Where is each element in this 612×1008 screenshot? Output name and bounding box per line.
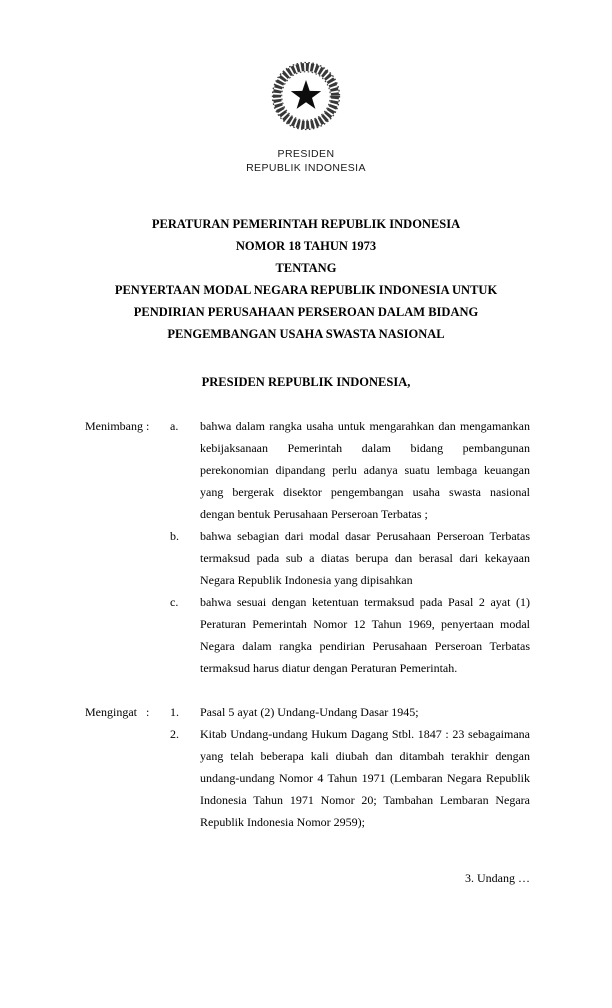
considering-item-b (85, 525, 530, 591)
item-marker: a. (170, 419, 179, 433)
colon-separator: : (146, 419, 150, 433)
item-text: bahwa sesuai dengan ketentuan termaksud pada Pasal 2 ayat (1) Peraturan Pemerintah Nomor 12 Tahun 1969, penyertaan modal Negara dalam rangka pendirian Perusahaan Perseroan Terbatas termaksud harus diatur dengan Peraturan Pemerintah. (200, 595, 530, 675)
item-text: bahwa sebagian dari modal dasar Perusahaan Perseroan Terbatas termaksud pada sub a diatas berupa dan berasal dari kekayaan Negara Republik Indonesia yang dipisahkan (200, 529, 530, 587)
in-view-of-item-2 (85, 723, 530, 833)
title-line-tentang: TENTANG (275, 261, 337, 275)
preamble-opening: PRESIDEN REPUBLIK INDONESIA, (201, 375, 411, 389)
section-gap (85, 679, 530, 701)
item-marker: 1. (170, 705, 179, 719)
title-line-subject-1: PENYERTAAN MODAL NEGARA REPUBLIK INDONESIA UNTUK (114, 283, 498, 297)
title-line-number: NOMOR 18 TAHUN 1973 (235, 239, 377, 253)
colon-separator: : (146, 705, 150, 719)
title-line-regulation: PERATURAN PEMERINTAH REPUBLIK INDONESIA (151, 217, 461, 231)
institution-line-republik: REPUBLIK INDONESIA (246, 162, 366, 174)
in-view-of-item-1 (85, 701, 530, 723)
considering-item-c (85, 591, 530, 679)
item-text: Pasal 5 ayat (2) Undang-Undang Dasar 1945; (200, 705, 419, 719)
document-body (85, 415, 530, 889)
institution-name (0, 147, 612, 175)
title-line-subject-3: PENGEMBANGAN USAHA SWASTA NASIONAL (167, 327, 445, 341)
item-marker: 2. (170, 727, 179, 741)
item-marker: b. (170, 529, 179, 543)
institution-line-presiden: PRESIDEN (277, 148, 335, 160)
item-marker: c. (170, 595, 179, 609)
considering-label: Menimbang (85, 419, 143, 433)
state-emblem-icon (267, 60, 345, 136)
in-view-of-label: Mengingat (85, 705, 137, 719)
title-line-subject-2: PENDIRIAN PERUSAHAAN PERSEROAN DALAM BIDANG (133, 305, 479, 319)
presidential-seal (0, 60, 612, 175)
considering-item-a (85, 415, 530, 525)
item-text: Kitab Undang-undang Hukum Dagang Stbl. 1847 : 23 sebagaimana yang telah beberapa kali diubah dan ditambah terakhir dengan undang-undang Nomor 4 Tahun 1971 (Lembaran Negara Republik Indonesia Tahun 1971 Nomor 20; Tambahan Lembaran Negara Republik Indonesia Nomor 2959); (200, 727, 530, 829)
item-text: bahwa dalam rangka usaha untuk mengarahkan dan mengamankan kebijaksanaan Pemerintah dalam bidang pembangunan perekonomian dipandang perlu adanya suatu lembaga keuangan yang bergerak disektor pengembangan usaha swasta nasional dengan bentuk Perusahaan Perseroan Terbatas ; (200, 419, 530, 521)
document-title (0, 213, 612, 345)
page-catchword: 3. Undang … (465, 871, 530, 885)
